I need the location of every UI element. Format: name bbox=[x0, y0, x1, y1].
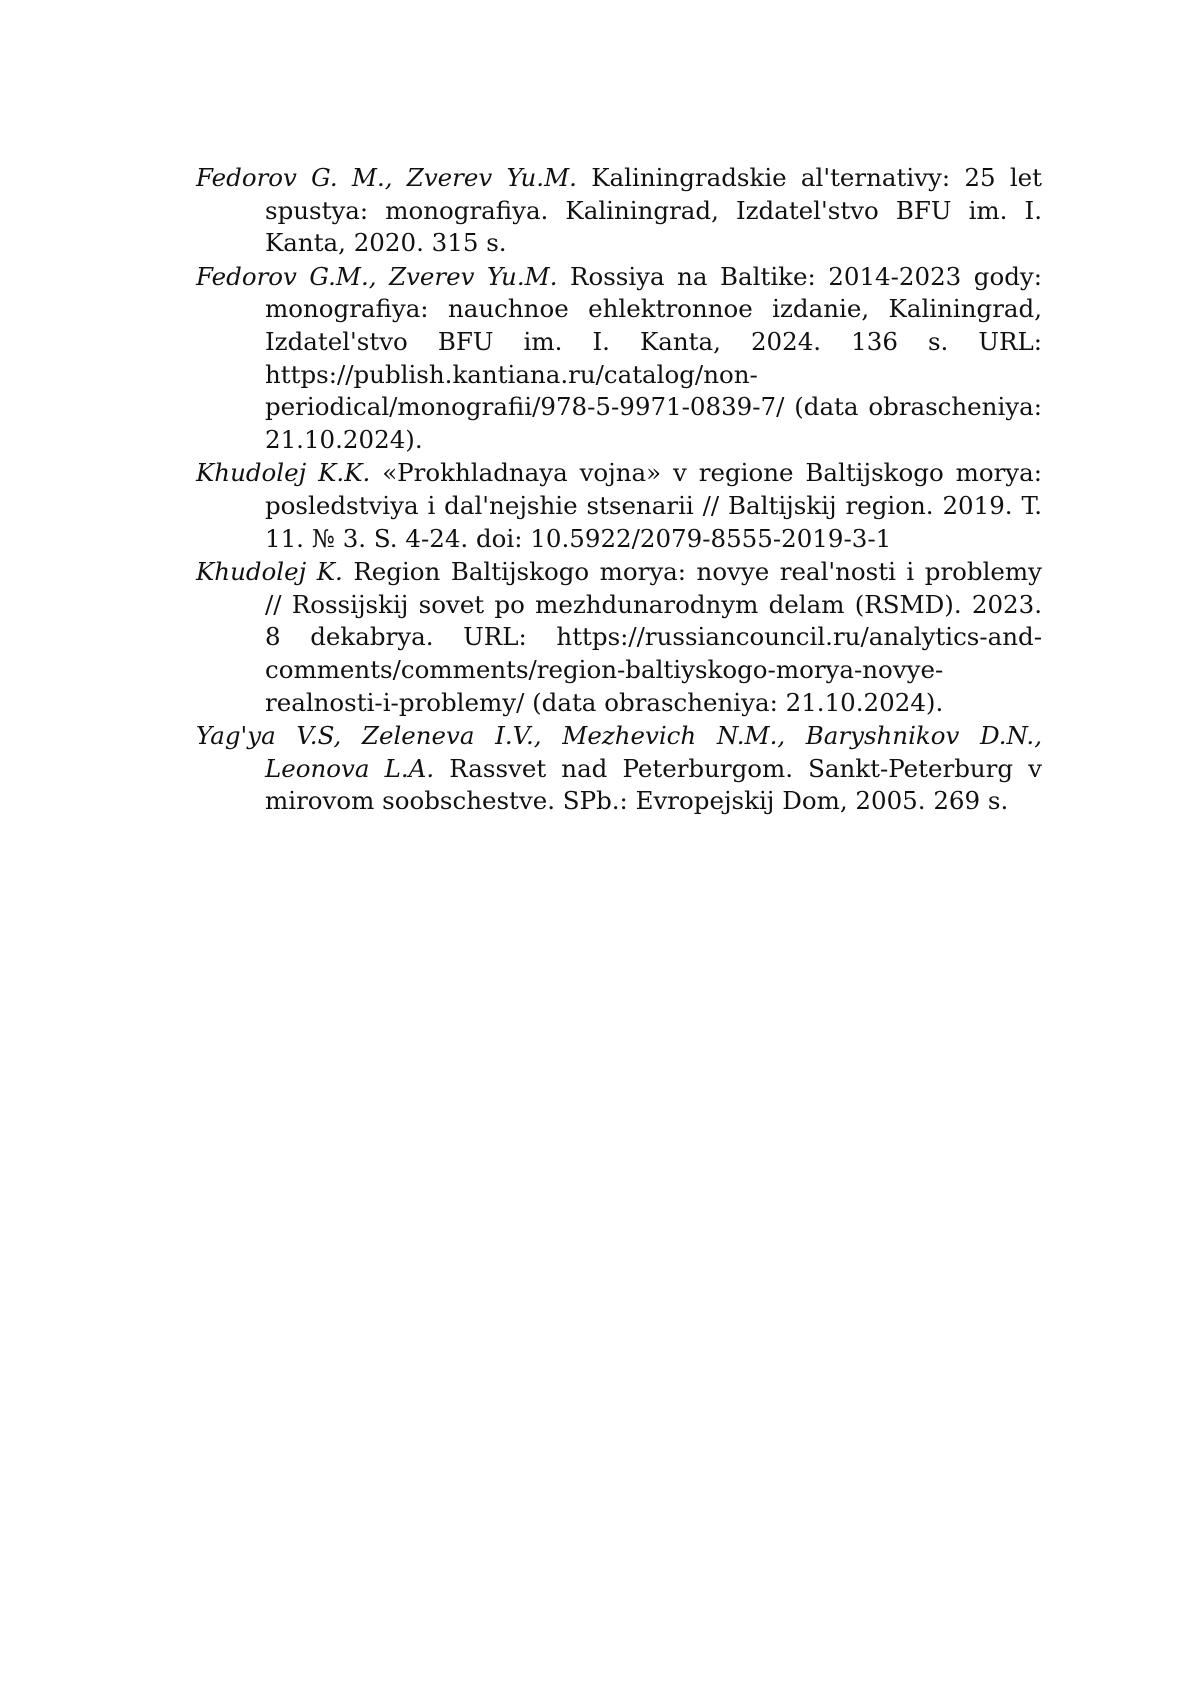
reference-text: Rossiya na Baltike: 2014-2023 gody: monografiya: nauchnoe ehlektronnoe izdanie, Kaliningrad, Izdatel'stvo BFU im. I. Kanta, 2024. 136 s. URL: https://publish.kantiana.ru/catalog/non-periodical/monografii/978-5-9971-0839-7/ (data obrascheniya: 21.10.2024). bbox=[265, 261, 1042, 454]
reference-entry bbox=[196, 720, 1042, 818]
reference-list bbox=[196, 162, 1042, 819]
reference-text: Region Baltijskogo morya: novye real'nosti i problemy // Rossijskij sovet po mezhdunarodnym delam (RSMD). 2023. 8 dekabrya. URL: https://russiancouncil.ru/analytics-and-comments/comments/region-baltiyskogo-morya-novye-realnosti-i-problemy/ (data obrascheniya: 21.10.2024). bbox=[265, 557, 1042, 717]
reference-authors: Yag'ya V.S, Zeleneva I.V., Mezhevich N.M., Baryshnikov D.N., Leonova L.A. bbox=[196, 721, 1042, 783]
reference-authors: Fedorov G.M., Zverev Yu.M. bbox=[196, 261, 558, 291]
reference-authors: Khudolej K.K. bbox=[196, 458, 371, 488]
reference-entry bbox=[196, 261, 1042, 457]
reference-entry bbox=[196, 457, 1042, 555]
reference-entry bbox=[196, 162, 1042, 260]
reference-authors: Khudolej K. bbox=[196, 557, 343, 587]
reference-text: Kaliningradskie al'ternativy: 25 let spustya: monografiya. Kaliningrad, Izdatel'stvo BFU im. I. Kanta, 2020. 315 s. bbox=[265, 163, 1042, 258]
reference-text: «Prokhladnaya vojna» v regione Baltijskogo morya: posledstviya i dal'nejshie stsenarii // Baltijskij region. 2019. T. 11. № 3. S. 4-24. doi: 10.5922/2079-8555-2019-3-1 bbox=[265, 458, 1042, 553]
reference-text: Rassvet nad Peterburgom. Sankt-Peterburg v mirovom soobschestve. SPb.: Evropejskij Dom, 2005. 269 s. bbox=[265, 753, 1043, 816]
reference-authors: Fedorov G. M., Zverev Yu.M. bbox=[196, 163, 577, 192]
reference-entry bbox=[196, 556, 1042, 719]
